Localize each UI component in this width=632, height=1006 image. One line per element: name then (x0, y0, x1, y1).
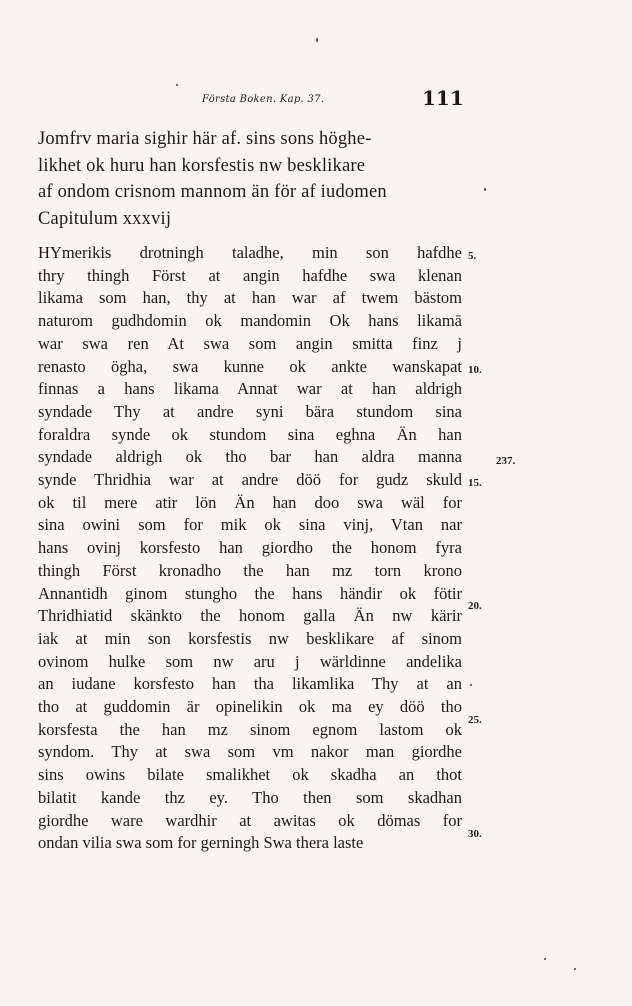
text-line: finnas a hans likama Annat war at han aldrigh (38, 379, 462, 399)
scan-speck (316, 38, 318, 42)
body-text (38, 242, 462, 855)
running-head: Första Boken. Kap. 37. (202, 94, 325, 105)
text-line: bilatit kande thz ey. Tho then som skadhan (38, 787, 462, 807)
chapter-number: Capitulum xxxvij (38, 208, 172, 229)
text-line: ovinom hulke som nw aru j wärldinne andelika (38, 651, 462, 671)
text-line: Annantidh ginom stungho the hans händir ok fötir (38, 583, 462, 603)
chapter-heading (38, 126, 478, 232)
text-line: syndade Thy at andre syni bära stundom sina (38, 401, 462, 421)
text-line: likama som han, thy at han war af twem bästom (38, 288, 462, 308)
scan-speck (544, 958, 546, 960)
text-line: foraldra synde ok stundom sina eghna Än han (38, 424, 462, 444)
text-line: tho at guddomin är opinelikin ok ma ey döö tho (38, 697, 462, 717)
text-line: sina owini som for mik ok sina vinj, Vtan nar (38, 515, 462, 535)
line-number-10: 10. (468, 364, 482, 376)
text-line: iak at min son korsfestis nw besklikare af sinom (38, 628, 462, 648)
text-line: korsfesta the han mz sinom egnom lastom ok (38, 719, 462, 739)
text-line: Thridhiatid skänkto the honom galla Än nw kärir (38, 606, 462, 626)
line-number-25: 25. (468, 714, 482, 726)
heading-line: Jomfrv maria sighir här af. sins sons höghe- (38, 129, 372, 149)
text-line: an iudane korsfesto han tha likamlika Thy at an (38, 674, 462, 694)
page-number: 111 (422, 86, 464, 110)
scan-speck (574, 968, 576, 970)
heading-line: likhet ok huru han korsfestis nw besklikare (38, 155, 366, 176)
line-number-30: 30. (468, 828, 482, 840)
line-number-20: 20. (468, 600, 482, 612)
scan-speck (484, 188, 486, 191)
text-line: naturom gudhdomin ok mandomin Ok hans likamā (38, 311, 462, 331)
scan-speck (470, 684, 472, 686)
page-reference: 237. (496, 455, 516, 467)
text-line: ok til mere atir lön Än han doo swa wäl for (38, 492, 462, 512)
text-line: thry thingh Först at angin hafdhe swa klenan (38, 265, 462, 285)
line-number-15: 15. (468, 477, 482, 489)
text-line: ondan vilia swa som for gerningh Swa thera laste (38, 833, 364, 853)
text-line: synde Thridhia war at andre döö for gudz skuld (38, 470, 462, 490)
line-number-5: 5. (468, 250, 477, 262)
text-line: syndade aldrigh ok tho bar han aldra manna (38, 447, 462, 467)
text-line: war swa ren At swa som angin smitta finz j (38, 333, 462, 353)
text-line: renasto ögha, swa kunne ok ankte wanskapat (38, 356, 462, 376)
heading-line: af ondom crisnom mannom än för af iudomen (38, 182, 387, 202)
text-line: thingh Först kronadho the han mz torn krono (38, 560, 462, 580)
text-line: HYmerikis drotningh taladhe, min son hafdhe (38, 243, 462, 262)
text-line: syndom. Thy at swa som vm nakor man giordhe (38, 742, 462, 762)
text-line: sins owins bilate smalikhet ok skadha an thot (38, 765, 462, 785)
text-line: giordhe ware wardhir at awitas ok dömas for (38, 810, 462, 830)
text-line: hans ovinj korsfesto han giordho the honom fyra (38, 538, 462, 558)
scan-speck (176, 84, 178, 86)
